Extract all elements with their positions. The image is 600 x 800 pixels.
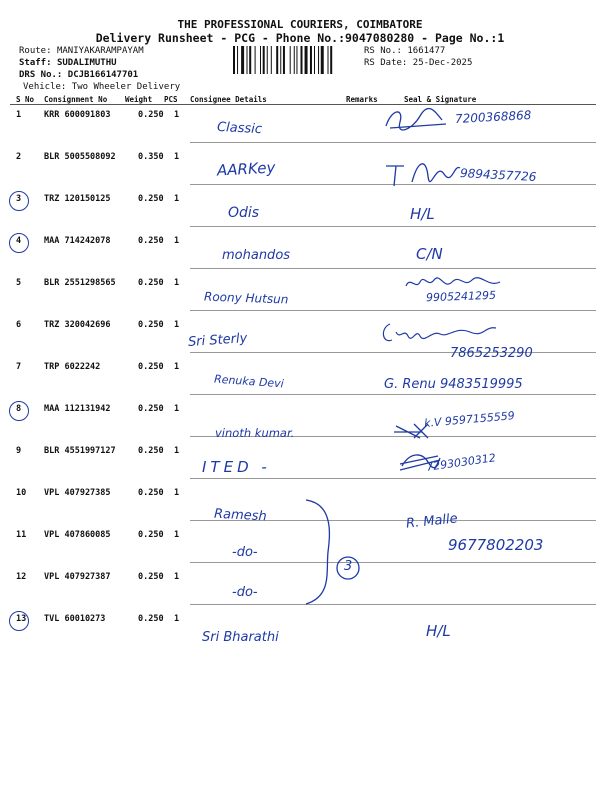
row-pcs: 1 [174, 404, 180, 414]
barcode-bar [330, 46, 332, 74]
sign-hw-5: 9905241295 [425, 288, 497, 305]
staff-line [19, 58, 117, 68]
row-weight: 0.250 [138, 236, 164, 246]
row-pcs: 1 [174, 152, 180, 162]
brace-mark: 3 [344, 559, 353, 574]
row-consignment: MAA 714242078 [44, 236, 111, 246]
row-sno: 6 [16, 320, 22, 330]
row-sno: 7 [16, 362, 22, 372]
route-line [19, 46, 144, 56]
row-weight: 0.250 [138, 614, 164, 624]
table-row [0, 614, 600, 656]
sign-hw-3: H/L [410, 205, 435, 223]
signature-scribble-1 [382, 106, 452, 136]
consignee-hw-4: mohandos [222, 248, 291, 263]
barcode-bar [321, 46, 324, 74]
consignee-hw-8: vinoth kumar. [215, 426, 295, 440]
row-weight: 0.250 [138, 446, 164, 456]
row-pcs: 1 [174, 614, 180, 624]
row-consignment: VPL 407860085 [44, 530, 111, 540]
vehicle-value: Two Wheeler Delivery [71, 82, 181, 92]
barcode-bar [260, 46, 261, 74]
sign-hw-10: R. Malle [405, 511, 459, 532]
consignee-hw-10: Ramesh [213, 506, 268, 525]
staff-label: Staff: [19, 58, 52, 68]
grouping-brace [300, 496, 370, 608]
row-separator [190, 604, 596, 605]
barcode-bar [314, 46, 315, 74]
rs-date-line [364, 58, 472, 68]
row-pcs: 1 [174, 110, 180, 120]
col-consignee: Consignee Details [190, 95, 267, 104]
row-pcs: 1 [174, 572, 180, 582]
route-value: MANIYAKARAMPAYAM [56, 46, 144, 56]
row-weight: 0.350 [138, 152, 164, 162]
barcode-bar [233, 46, 235, 74]
sign-hw-13: H/L [426, 622, 451, 640]
barcode-bar [301, 46, 303, 74]
row-consignment: TRZ 320042696 [44, 320, 111, 330]
signature-scribble-2 [382, 152, 462, 192]
signature-scribble-5 [404, 276, 504, 292]
sign-hw-6: 7865253290 [450, 346, 533, 361]
table-row [0, 236, 600, 278]
row-sno: 8 [16, 404, 22, 414]
row-sno: 13 [16, 614, 27, 624]
circle-mark-4 [9, 233, 29, 253]
row-pcs: 1 [174, 194, 180, 204]
row-sno: 5 [16, 278, 22, 288]
barcode-bar [263, 46, 265, 74]
rs-no-value: 1661477 [407, 46, 446, 56]
col-pcs: PCS [164, 95, 178, 104]
barcode-bar [310, 46, 312, 74]
consignee-hw-3: Odis [228, 205, 260, 221]
row-weight: 0.250 [138, 488, 164, 498]
header-rule [10, 104, 596, 105]
row-sno: 4 [16, 236, 22, 246]
sign-hw-11: 9677802203 [448, 536, 544, 554]
circle-mark-3 [9, 191, 29, 211]
barcode-bar [247, 46, 248, 74]
row-weight: 0.250 [138, 278, 164, 288]
row-separator [190, 562, 596, 563]
row-sno: 12 [16, 572, 27, 582]
row-weight: 0.250 [138, 362, 164, 372]
barcode-bar [255, 46, 256, 74]
consignee-hw-9: ITED - [202, 458, 271, 476]
rs-no-line [364, 46, 445, 56]
row-consignment: TRZ 120150125 [44, 194, 111, 204]
consignee-hw-6: Sri Sterly [187, 330, 248, 351]
barcode-bar [241, 46, 244, 74]
row-pcs: 1 [174, 446, 180, 456]
consignee-hw-5: Roony Hutsun [203, 289, 289, 307]
barcode-bar [328, 46, 329, 74]
strike-mark-9 [398, 450, 442, 474]
row-sno: 10 [16, 488, 27, 498]
strike-mark-8 [392, 420, 432, 442]
barcode-bar [237, 46, 238, 74]
row-consignment: BLR 5005508092 [44, 152, 116, 162]
drs-label: DRS No.: [19, 70, 63, 80]
rs-date-value: 25-Dec-2025 [412, 58, 473, 68]
circle-mark-13 [9, 611, 29, 631]
signature-scribble-6 [380, 318, 500, 348]
consignee-hw-2: AARKey [216, 158, 276, 180]
vehicle-label: Vehicle: [23, 82, 67, 92]
row-pcs: 1 [174, 362, 180, 372]
barcode-bar [296, 46, 297, 74]
staff-value: SUDALIMUTHU [56, 58, 117, 68]
sign-hw-8: k.V 9597155559 [423, 409, 516, 430]
company-title: THE PROFESSIONAL COURIERS, COIMBATORE [177, 18, 423, 31]
row-separator [190, 394, 596, 395]
row-separator [190, 310, 596, 311]
row-pcs: 1 [174, 320, 180, 330]
row-weight: 0.250 [138, 320, 164, 330]
consignee-hw-7: Renuka Devi [213, 372, 285, 391]
row-sno: 1 [16, 110, 22, 120]
row-pcs: 1 [174, 488, 180, 498]
row-consignment: TVL 60010273 [44, 614, 106, 624]
rs-no-label: RS No.: [364, 46, 402, 56]
table-row [0, 194, 600, 236]
row-weight: 0.250 [138, 194, 164, 204]
barcode-bar [271, 46, 272, 74]
row-separator [190, 268, 596, 269]
barcode-bar [283, 46, 285, 74]
row-pcs: 1 [174, 236, 180, 246]
table-row [0, 446, 600, 488]
consignee-hw-1: Classic [216, 119, 263, 138]
row-sno: 11 [16, 530, 27, 540]
barcode-bar [280, 46, 281, 74]
row-separator [190, 352, 596, 353]
row-consignment: MAA 112131942 [44, 404, 111, 414]
rs-date-label: RS Date: [364, 58, 408, 68]
col-sno: S No [16, 95, 35, 104]
row-consignment: TRP 6022242 [44, 362, 101, 372]
barcode-bar [294, 46, 295, 74]
consignee-hw-12: -do- [232, 585, 258, 600]
consignee-hw-13: Sri Bharathi [202, 630, 279, 645]
row-weight: 0.250 [138, 572, 164, 582]
barcode-bar [290, 46, 291, 74]
row-consignment: BLR 2551298565 [44, 278, 116, 288]
row-sno: 9 [16, 446, 22, 456]
barcode-bar [249, 46, 251, 74]
row-consignment: KRR 600091803 [44, 110, 111, 120]
row-sno: 3 [16, 194, 22, 204]
barcode-bar [318, 46, 319, 74]
barcode [233, 46, 359, 74]
row-consignment: VPL 407927387 [44, 572, 111, 582]
route-label: Route: [19, 46, 52, 56]
col-remarks: Remarks [346, 95, 378, 104]
sign-hw-1: 7200368868 [454, 108, 532, 126]
col-consignment: Consignment No [44, 95, 108, 104]
table-row [0, 278, 600, 320]
row-separator [190, 478, 596, 479]
row-pcs: 1 [174, 278, 180, 288]
consignee-hw-11: -do- [232, 545, 258, 560]
row-pcs: 1 [174, 530, 180, 540]
row-separator [190, 226, 596, 227]
row-separator [190, 142, 596, 143]
row-weight: 0.250 [138, 530, 164, 540]
barcode-bar [276, 46, 278, 74]
sign-hw-9: 7293030312 [425, 451, 497, 474]
row-sno: 2 [16, 152, 22, 162]
row-weight: 0.250 [138, 404, 164, 414]
sign-hw-4: C/N [416, 245, 443, 263]
row-consignment: VPL 407927385 [44, 488, 111, 498]
col-seal: Seal & Signature [404, 95, 477, 104]
vehicle-line [23, 82, 180, 92]
sign-hw-7: G. Renu 9483519995 [384, 377, 523, 392]
sign-hw-2: 9894357726 [459, 166, 537, 184]
row-weight: 0.250 [138, 110, 164, 120]
col-weight: Weight [125, 95, 153, 104]
row-consignment: BLR 4551997127 [44, 446, 116, 456]
barcode-bar [267, 46, 268, 74]
drs-line [19, 70, 138, 80]
barcode-bar [305, 46, 308, 74]
circle-mark-8 [9, 401, 29, 421]
runsheet-subtitle: Delivery Runsheet - PCG - Phone No.:9047080280 - Page No.:1 [95, 31, 505, 45]
drs-value: DCJB166147701 [67, 70, 139, 80]
